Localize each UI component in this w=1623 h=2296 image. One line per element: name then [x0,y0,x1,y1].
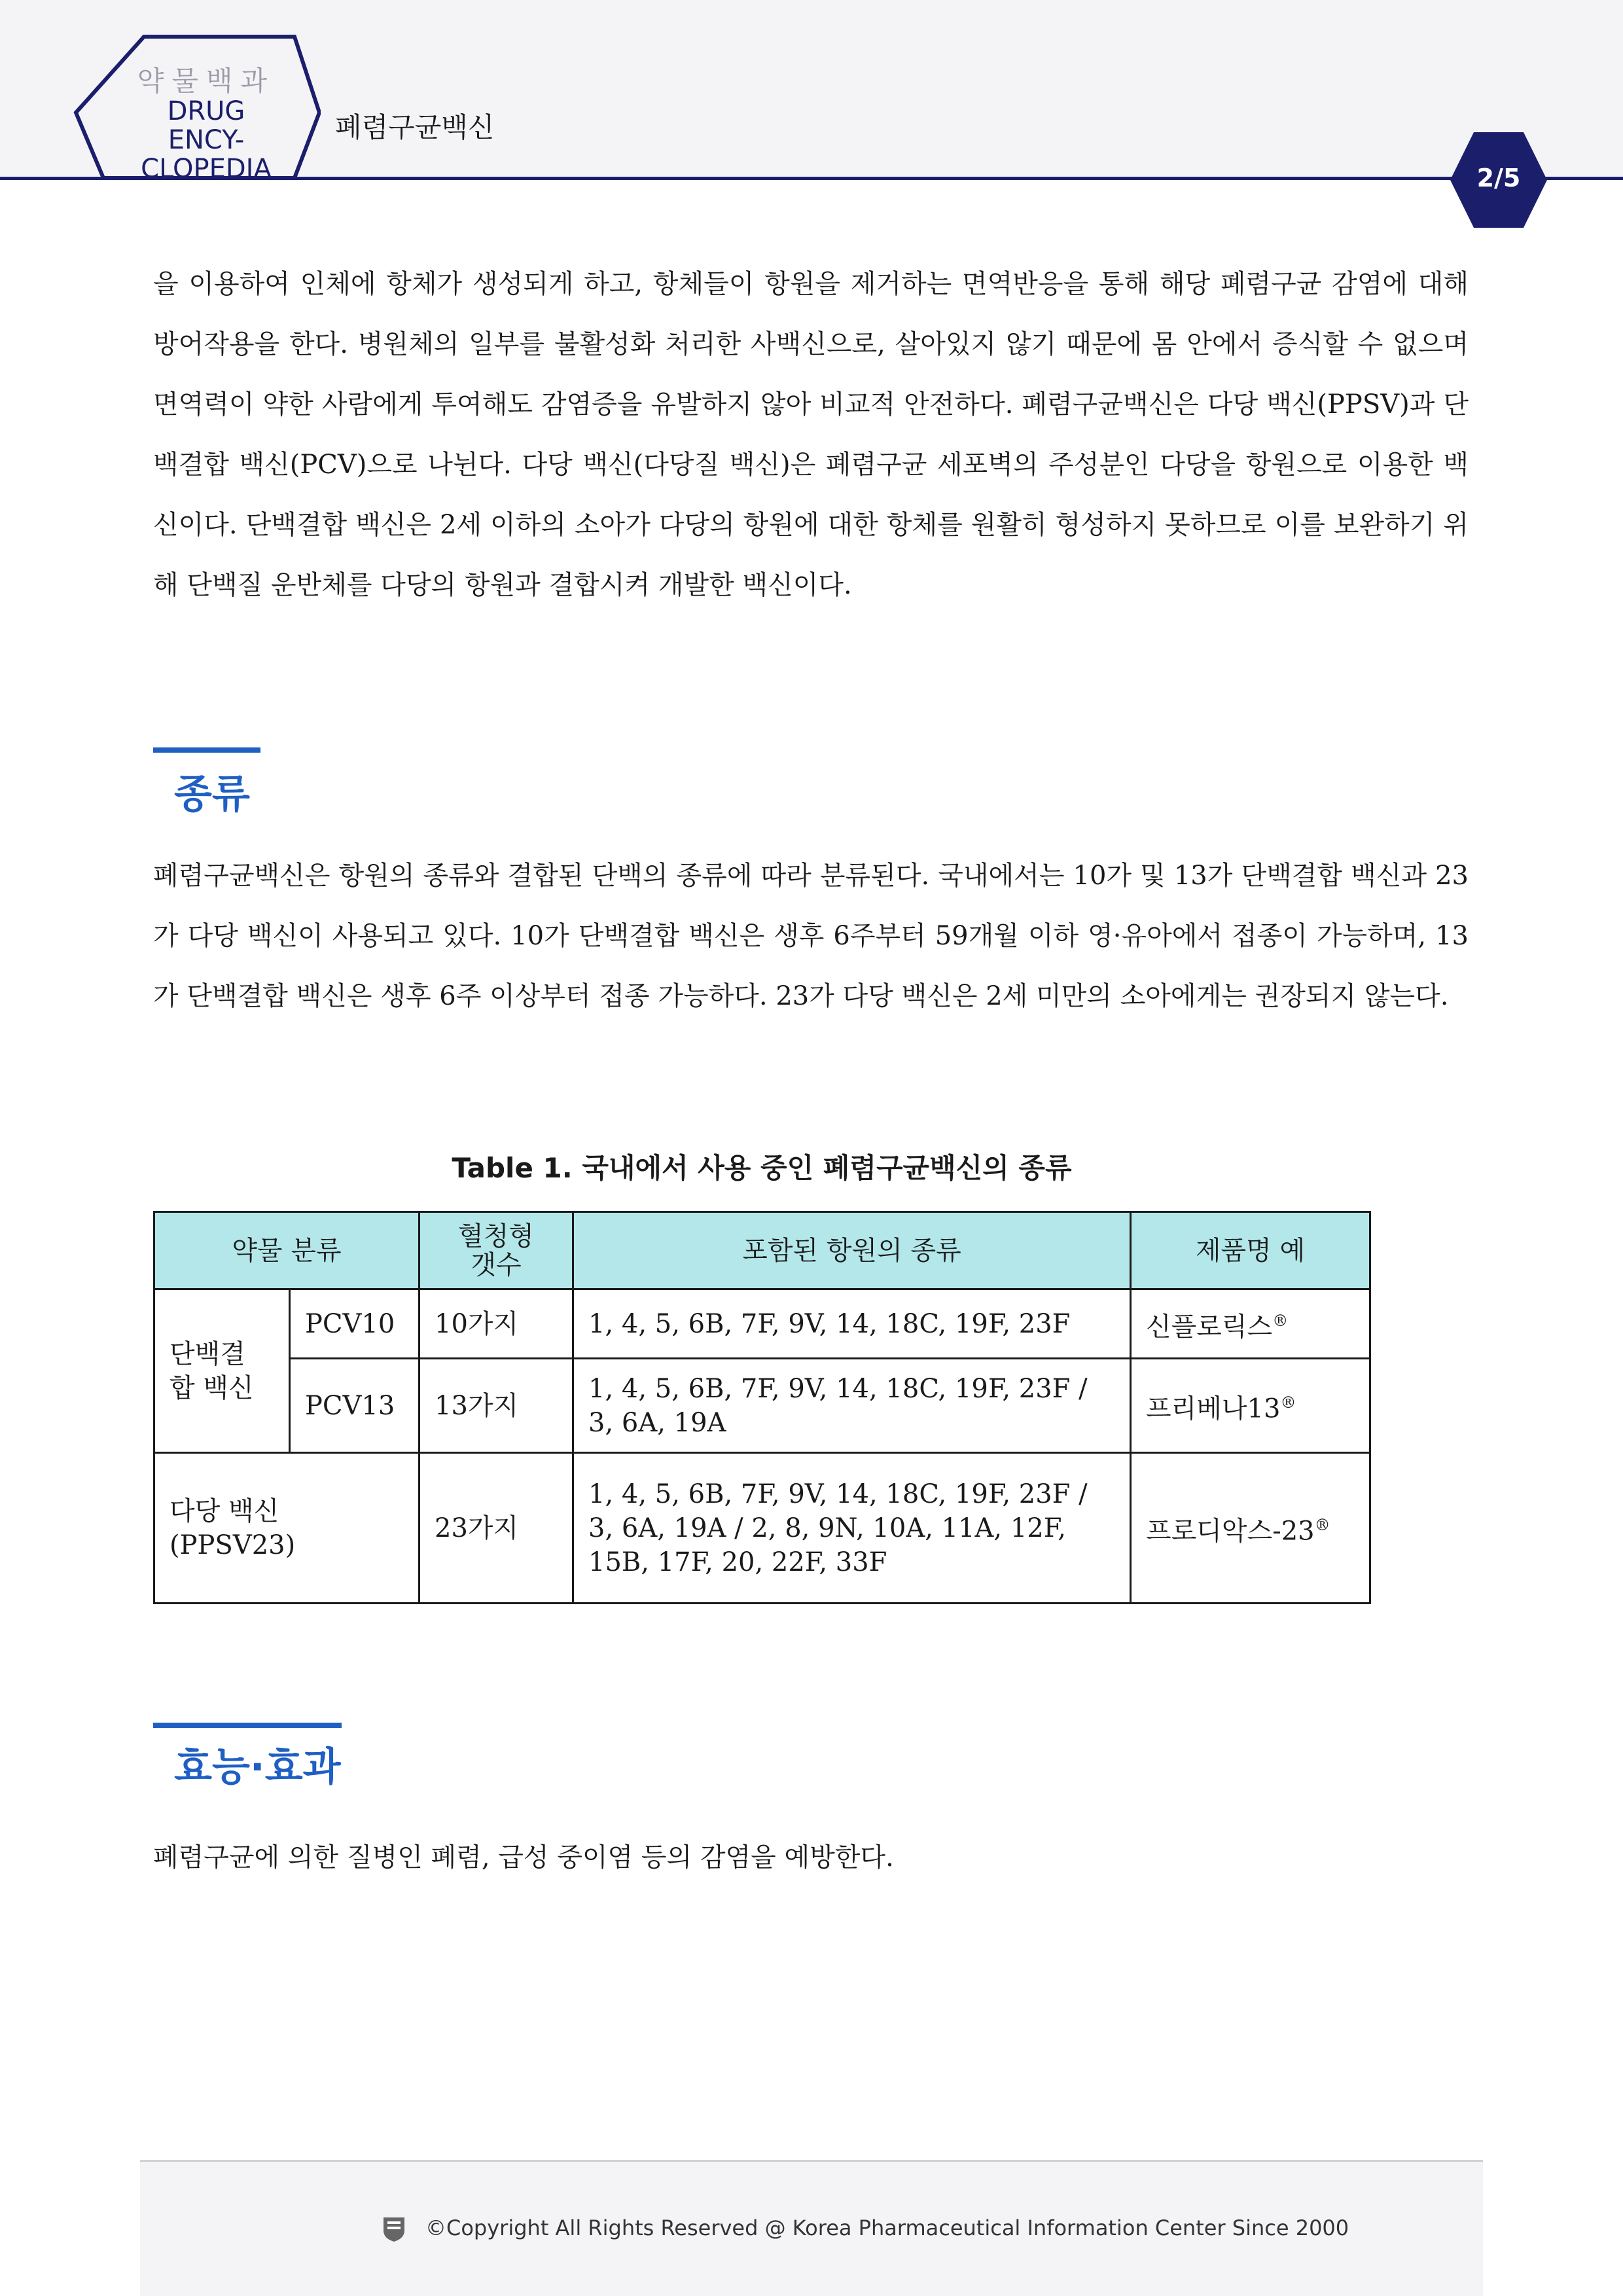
header-drug-class: 약물 분류 [154,1212,419,1289]
table-header-row [154,1212,1370,1289]
section-title-types: 종류 [174,772,250,817]
cell-count: 23가지 [419,1453,573,1604]
section-underline [153,1723,342,1728]
cell-antigens: 1, 4, 5, 6B, 7F, 9V, 14, 18C, 19F, 23F / 3, 6A, 19A / 2, 8, 9N, 10A, 11A, 12F, 15B, 17F, 20, 22F, 33F [573,1453,1131,1604]
cell-antigens: 1, 4, 5, 6B, 7F, 9V, 14, 18C, 19F, 23F / 3, 6A, 19A [573,1359,1131,1453]
logo-english-line1: DRUG ENCY- [167,96,245,155]
group-label: 단백결합 백신 [154,1289,290,1453]
cell-count: 13가지 [419,1359,573,1453]
page-number: 2/5 [1476,164,1521,192]
cell-product: 프로디악스-23® [1131,1453,1370,1604]
cell-polysaccharide-label: 다당 백신(PPSV23) [154,1453,419,1604]
logo-english-line2: CLOPEDIA [141,154,272,184]
logo [131,65,281,183]
cell-count: 10가지 [419,1289,573,1359]
cell-subtype: PCV10 [290,1289,419,1359]
table-row [154,1289,1370,1359]
cell-subtype: PCV13 [290,1359,419,1453]
table-row [154,1359,1370,1453]
header-product: 제품명 예 [1131,1212,1370,1289]
section-underline [153,747,260,753]
copyright-text: ©Copyright All Rights Reserved @ Korea Pharmaceutical Information Center Since 2000 [425,2215,1349,2240]
shield-icon [382,2215,406,2242]
intro-paragraph: 을 이용하여 인체에 항체가 생성되게 하고, 항체들이 항원을 제거하는 면역반응을 통해 해당 폐렴구균 감염에 대해 방어작용을 한다. 병원체의 일부를 불활성화 처리한 사백신으로, 살아있지 않기 때문에 몸 안에서 증식할 수 없으며 면역력이 약한 사람에게 투여해도 감염증을 유발하지 않아 비교적 안전하다. 폐렴구균백신은 다당 백신(PPSV)과 단백결합 백신(PCV)으로 나뉜다. 다당 백신(다당질 백신)은 폐렴구균 세포벽의 주성분인 다당을 항원으로 이용한 백신이다. 단백결합 백신은 2세 이하의 소아가 다당의 항원에 대한 항체를 원활히 형성하지 못하므로 이를 보완하기 위해 단백질 운반체를 다당의 항원과 결합시켜 개발한 백신이다. [153,269,1469,600]
header-antigens: 포함된 항원의 종류 [573,1212,1131,1289]
header-serotype-count: 혈청형 갯수 [419,1212,573,1289]
cell-product: 프리베나13® [1131,1359,1370,1453]
cell-antigens: 1, 4, 5, 6B, 7F, 9V, 14, 18C, 19F, 23F [573,1289,1131,1359]
efficacy-paragraph: 폐렴구균에 의한 질병인 폐렴, 급성 중이염 등의 감염을 예방한다. [153,1842,894,1873]
cell-product: 신플로릭스® [1131,1289,1370,1359]
logo-korean: 약물백과 [137,65,276,97]
table-row [154,1453,1370,1604]
document-title: 폐렴구균백신 [335,111,495,143]
section-title-efficacy: 효능·효과 [174,1744,341,1790]
types-paragraph: 폐렴구균백신은 항원의 종류와 결합된 단백의 종류에 따라 분류된다. 국내에서는 10가 및 13가 단백결합 백신과 23가 다당 백신이 사용되고 있다. 10가 단백결합 백신은 생후 6주부터 59개월 이하 영·유아에서 접종이 가능하며, 13가 단백결합 백신은 생후 6주 이상부터 접종 가능하다. 23가 다당 백신은 2세 미만의 소아에게는 권장되지 않는다. [153,861,1469,1011]
vaccine-table [153,1211,1371,1604]
table-caption: Table 1. 국내에서 사용 중인 폐렴구균백신의 종류 [452,1152,1072,1184]
